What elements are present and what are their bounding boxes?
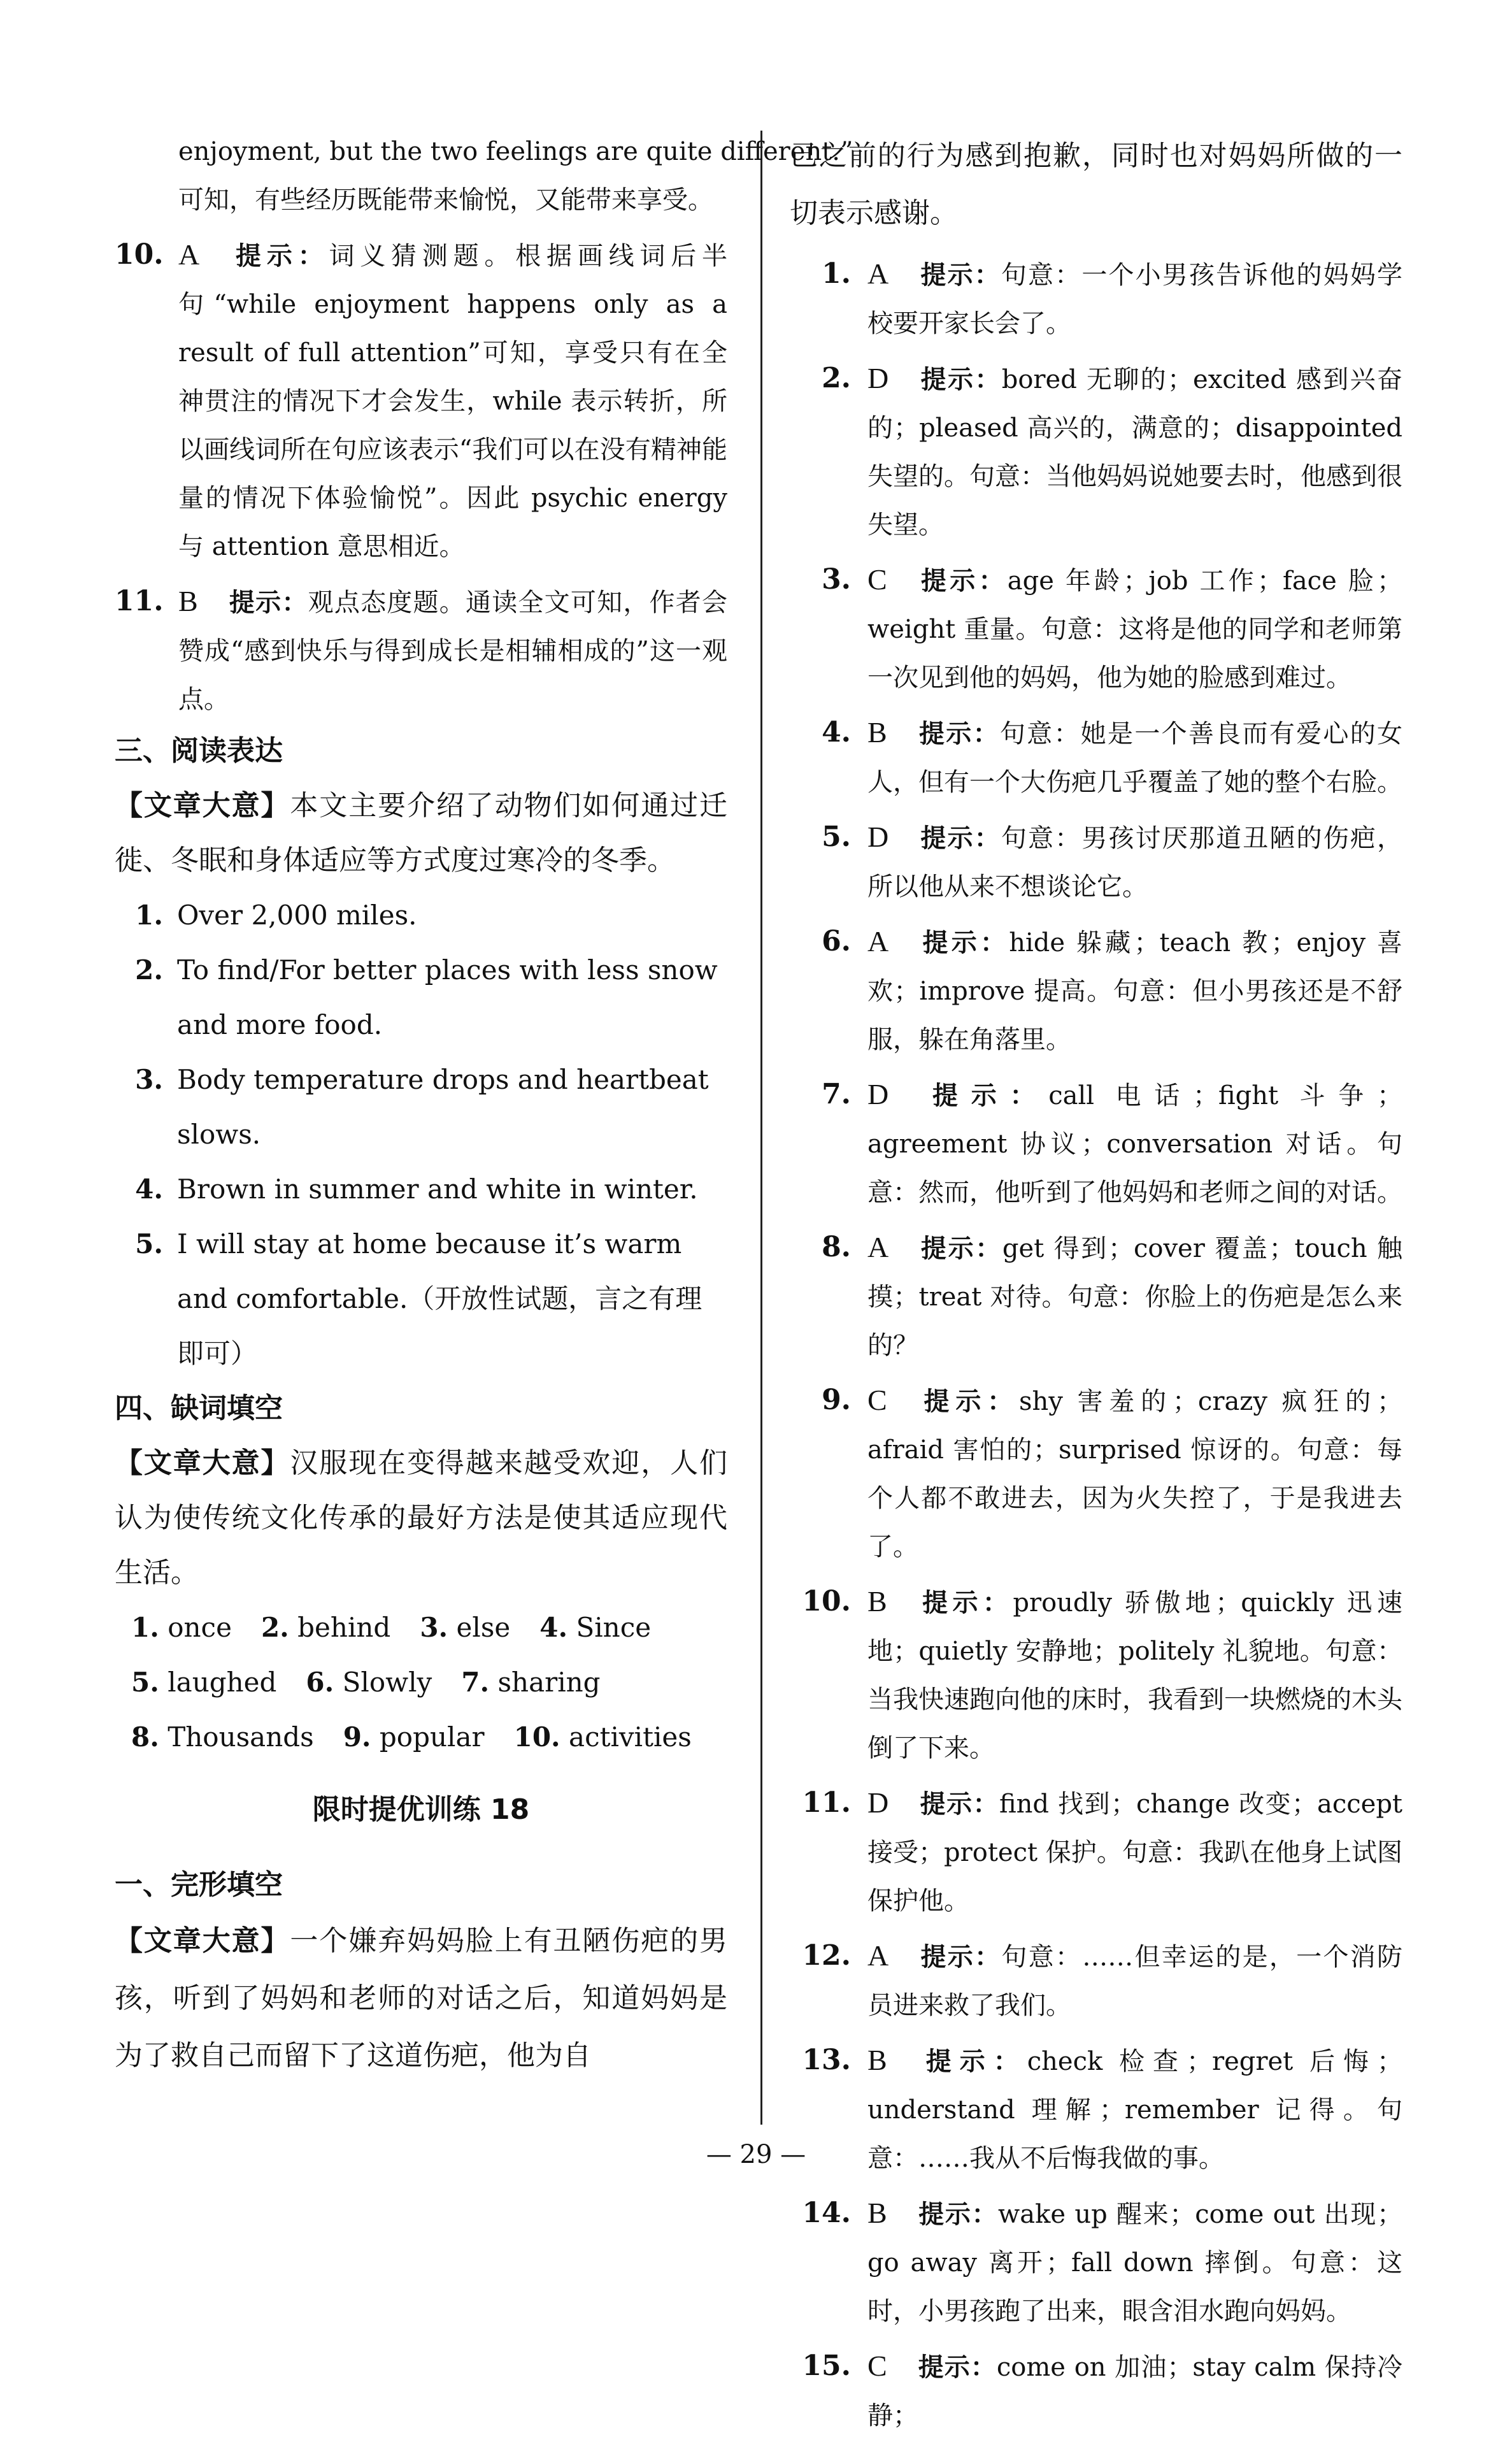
item-number: 3. <box>135 1064 163 1095</box>
word-answer: once <box>168 1612 232 1643</box>
item-number: 2. <box>822 362 851 394</box>
word-answers-row <box>115 1655 727 1710</box>
answer-item-1 <box>790 250 1402 348</box>
item-number: 15. <box>802 2350 851 2382</box>
item-number: 7. <box>461 1667 490 1698</box>
item-number: 4. <box>135 1173 163 1205</box>
hint-text: 句意：……但幸运的是，一个消防员进来救了我们。 <box>867 1942 1403 2020</box>
hint-text: hide 躲藏；teach 教；enjoy 喜欢；improve 提高。句意：但小男孩还是不舒服，躲在角落里。 <box>867 928 1403 1054</box>
answer-item-8 <box>790 1223 1402 1370</box>
word-answers-row <box>115 1600 727 1655</box>
word-answer: popular <box>379 1721 485 1753</box>
item-number: 1. <box>822 257 851 290</box>
hint-label: 提示： <box>917 566 1008 596</box>
summary-text: 一个嫌弃妈妈脸上有丑陋伤疤的男孩，听到了妈妈和老师的对话之后，知道妈妈是为了救自己而留下了这道伤疤，他为自 <box>115 1925 728 2072</box>
item-number: 2. <box>135 954 163 986</box>
hint-label: 提示： <box>919 1234 1002 1263</box>
item-number: 9. <box>343 1721 371 1753</box>
hint-label: 提示： <box>917 2047 1027 2076</box>
section-heading-reading-expression: 三、阅读表达 <box>115 735 283 767</box>
hint-text: call 电话；fight 斗争；agreement 协议；conversation 对话。句意：然而，他听到了他妈妈和老师之间的对话。 <box>867 1081 1402 1207</box>
item-number: 5. <box>822 821 851 853</box>
answer-item-4 <box>790 708 1402 807</box>
item-number: 8. <box>822 1231 851 1263</box>
answer-item-15 <box>790 2342 1402 2440</box>
hint-label: 提示： <box>919 1081 1049 1110</box>
answer-letter: C <box>867 2350 887 2382</box>
hint-text: proudly 骄傲地；quickly 迅速地；quietly 安静地；politely 礼貌地。句意：当我快速跑向他的床时，我看到一块燃烧的木头倒了下来。 <box>867 1588 1403 1763</box>
hint-text: check 检查；regret 后悔；understand 理解；remember 记得。句意：……我从不后悔我做的事。 <box>867 2047 1403 2173</box>
word-answer: activities <box>569 1721 692 1753</box>
item-number: 3. <box>822 563 851 596</box>
continuation-line: 可知，有些经历既能带来愉悦，又能带来享受。 <box>178 185 713 215</box>
item-number: 1. <box>131 1612 159 1643</box>
answer-letter: A <box>867 1231 889 1263</box>
answer-text: To find/For better places with less snow and more food. <box>177 954 718 1040</box>
article-summary <box>115 1436 727 1600</box>
item-number: 8. <box>131 1721 159 1753</box>
answer-item-2 <box>790 354 1402 549</box>
column-divider <box>760 131 762 2125</box>
answer-letter: B <box>867 716 887 749</box>
answer-item-11 <box>115 577 727 724</box>
hint-label: 提示： <box>230 241 329 271</box>
hint-label: 提示： <box>917 1588 1013 1618</box>
answer-letter: D <box>867 821 889 853</box>
item-number: 11. <box>802 1786 851 1819</box>
hint-text: get 得到；cover 覆盖；touch 触摸；treat 对待。句意：你脸上的伤疤是怎么来的？ <box>867 1234 1403 1360</box>
hint-text: shy 害羞的；crazy 疯狂的；afraid 害怕的；surprised 惊讶的。句意：每个人都不敢进去，因为火失控了，于是我进去了。 <box>867 1387 1403 1561</box>
hint-text: wake up 醒来；come out 出现；go away 离开；fall down 摔倒。句意：这时，小男孩跑了出来，眼含泪水跑向妈妈。 <box>867 2200 1402 2326</box>
item-number: 5. <box>135 1228 163 1259</box>
right-column <box>790 127 1402 2440</box>
page-number: — 29 — <box>706 2140 806 2169</box>
hint-label: 提示： <box>919 1942 1002 1972</box>
summary-text: 汉服现在变得越来越受欢迎，人们认为使传统文化传承的最好方法是使其适应现代生活。 <box>115 1447 728 1589</box>
answer-letter: C <box>867 1384 887 1416</box>
continuation-line: enjoyment, but the two feelings are quite different.” <box>178 137 853 166</box>
answer-item-11 <box>790 1779 1402 1925</box>
hint-text: age 年龄；job 工作；face 脸；weight 重量。句意：这将是他的同学和老师第一次见到他的妈妈，他为她的脸感到难过。 <box>867 566 1402 693</box>
short-answer-1 <box>115 888 727 943</box>
answer-letter: C <box>867 563 887 596</box>
answer-item-3 <box>790 556 1402 702</box>
item-number: 6. <box>306 1667 334 1698</box>
hint-label: 提示： <box>917 2353 997 2382</box>
item-number: 1. <box>135 900 163 931</box>
item-number: 10. <box>513 1721 560 1753</box>
item-number: 4. <box>539 1612 568 1643</box>
summary-label: 【文章大意】 <box>115 1925 290 1957</box>
short-answer-4 <box>115 1162 727 1217</box>
hint-text: 词义猜测题。根据画线词后半句“while enjoyment happens only as a result of full attention”可知，享受只有在全神贯注的情况下才会发生，while 表示转折，所以画线词所在句应该表示“我们可以在没有精神能量的情况下体验愉悦”。因此 psychic energy 与 attention 意思相近。 <box>178 241 728 561</box>
word-answer: Thousands <box>168 1721 314 1753</box>
answer-letter: D <box>867 1078 889 1110</box>
hint-text: find 找到；change 改变；accept 接受；protect 保护。句意：我趴在他身上试图保护他。 <box>867 1790 1403 1916</box>
answer-letter: B <box>178 585 198 617</box>
answer-letter: A <box>867 1939 889 1972</box>
word-answer: sharing <box>497 1667 601 1698</box>
word-answer: laughed <box>168 1667 277 1698</box>
answer-letter: A <box>867 257 889 290</box>
item-number: 7. <box>822 1078 851 1110</box>
item-number: 11. <box>115 585 164 617</box>
item-number: 3. <box>420 1612 448 1643</box>
drill-title: 限时提优训练 18 <box>312 1793 530 1826</box>
item-number: 13. <box>802 2044 851 2076</box>
hint-label: 提示： <box>919 824 1001 853</box>
item-number: 5. <box>131 1667 159 1698</box>
article-summary <box>115 1913 727 2085</box>
summary-text: 本文主要介绍了动物们如何通过迁徙、冬眠和身体适应等方式度过寒冷的冬季。 <box>115 789 728 877</box>
article-summary <box>115 779 727 888</box>
item-number: 10. <box>802 1585 851 1618</box>
answer-text: Body temperature drops and heartbeat slows. <box>177 1064 709 1150</box>
item-number: 12. <box>802 1939 851 1972</box>
answer-letter: B <box>867 2044 887 2076</box>
answer-letter: B <box>867 2197 887 2229</box>
hint-label: 提示： <box>919 928 1009 958</box>
answer-letter: B <box>867 1585 887 1618</box>
answer-item-7 <box>790 1070 1402 1217</box>
hint-text: 观点态度题。通读全文可知，作者会赞成“感到快乐与得到成长是相辅相成的”这一观点。 <box>178 588 728 714</box>
item-number: 6. <box>822 925 851 958</box>
hint-label: 提示： <box>228 588 308 617</box>
short-answer-3 <box>115 1052 727 1162</box>
item-number: 9. <box>822 1384 851 1416</box>
answer-item-6 <box>790 917 1402 1064</box>
hint-label: 提示： <box>919 261 1001 290</box>
hint-text: come on 加油；stay calm 保持冷静； <box>867 2353 1403 2430</box>
answer-letter: D <box>867 362 889 394</box>
hint-label: 提示： <box>917 2200 999 2229</box>
answer-text: I will stay at home because it’s warm and comfortable.（开放性试题，言之有理即可） <box>177 1228 703 1369</box>
answer-letter: D <box>867 1786 889 1819</box>
hint-text: 句意：她是一个善良而有爱心的女人，但有一个大伤疤几乎覆盖了她的整个右脸。 <box>867 719 1403 797</box>
answer-item-5 <box>790 813 1402 911</box>
section-heading-cloze: 一、完形填空 <box>115 1869 283 1901</box>
summary-continuation: 己之前的行为感到抱歉，同时也对妈妈所做的一切表示感谢。 <box>790 140 1402 229</box>
hint-label: 提示： <box>917 719 1000 749</box>
hint-label: 提示： <box>919 365 1002 394</box>
answer-item-10 <box>115 231 727 571</box>
answer-letter: A <box>178 238 200 271</box>
answer-letter: A <box>867 925 889 958</box>
item-number: 4. <box>822 716 851 749</box>
word-answer: behind <box>297 1612 391 1643</box>
answer-item-9 <box>790 1376 1402 1571</box>
word-answer: Since <box>576 1612 652 1643</box>
word-answer: Slowly <box>342 1667 432 1698</box>
answer-item-12 <box>790 1932 1402 2030</box>
short-answer-2 <box>115 943 727 1052</box>
answer-text: Over 2,000 miles. <box>177 900 417 931</box>
word-answers-row <box>115 1710 727 1765</box>
short-answer-5 <box>115 1217 727 1381</box>
hint-label: 提示： <box>917 1387 1020 1416</box>
hint-text: bored 无聊的；excited 感到兴奋的；pleased 高兴的，满意的；disappointed 失望的。句意：当他妈妈说她要去时，他感到很失望。 <box>867 365 1403 540</box>
summary-label: 【文章大意】 <box>115 789 290 822</box>
answer-item-14 <box>790 2189 1402 2336</box>
item-number: 14. <box>802 2197 851 2229</box>
item-number: 10. <box>115 238 164 271</box>
answer-item-10 <box>790 1577 1402 1772</box>
answer-text: Brown in summer and white in winter. <box>177 1173 698 1205</box>
hint-text: 句意：一个小男孩告诉他的妈妈学校要开家长会了。 <box>867 261 1403 338</box>
hint-label: 提示： <box>919 1790 999 1819</box>
section-heading-word-filling: 四、缺词填空 <box>115 1392 283 1425</box>
item-number: 2. <box>260 1612 289 1643</box>
word-answer: else <box>456 1612 511 1643</box>
summary-label: 【文章大意】 <box>115 1447 290 1479</box>
hint-text: 句意：男孩讨厌那道丑陋的伤疤，所以他从来不想谈论它。 <box>867 824 1403 901</box>
